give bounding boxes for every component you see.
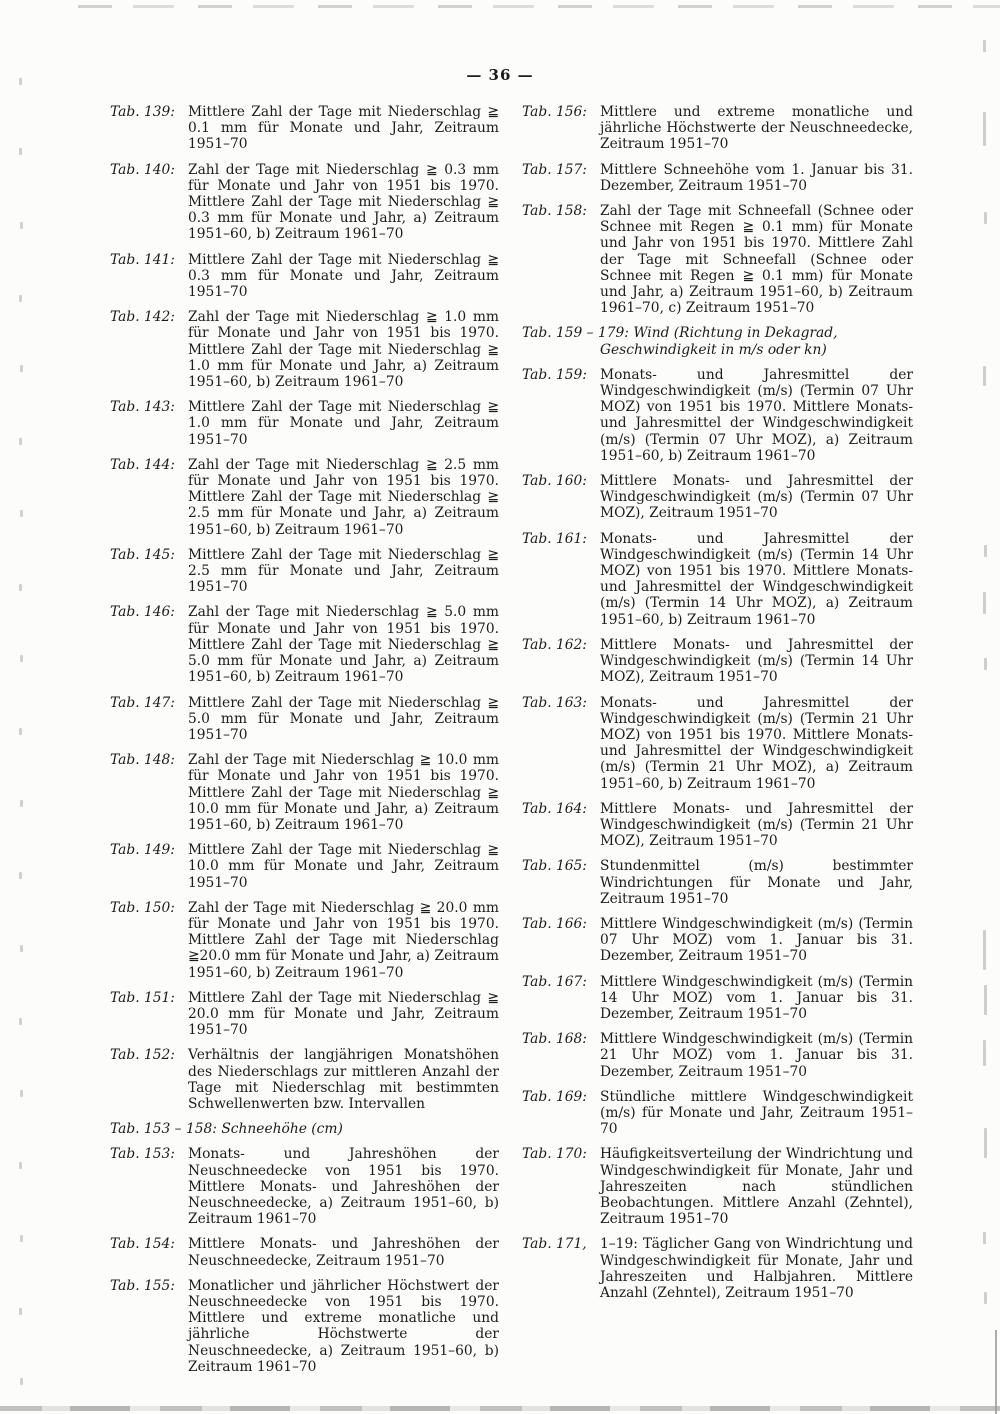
toc-entry [110,252,499,301]
toc-entry-text: Monats- und Jahreshöhen der Neuschneedecke von 1951 bis 1970. Mittlere Monats- und Jahreshöhen der Neuschneedecke, a) Zeitraum 1951–60, b) Zeitraum 1961–70 [188,1146,499,1228]
toc-entry-label: Tab. 171, [522,1236,587,1253]
toc-entry-label: Tab. 153 – 158: [110,1121,217,1138]
scan-artifact-speck [19,295,22,302]
toc-entry-label: Tab. 163: [522,694,587,711]
toc-entry-label: Tab. 167: [522,973,587,990]
toc-entry-label: Tab. 154: [110,1236,175,1253]
toc-entry [110,1278,499,1375]
toc-entry-label: Tab. 144: [110,456,175,473]
toc-column-right [522,104,913,1310]
toc-entry [110,990,499,1039]
toc-entry-label: Tab. 147: [110,694,175,711]
scan-artifact-smudge [983,112,986,146]
scan-artifact-bottom-edge [0,1406,1000,1411]
toc-entry-text: Monats- und Jahresmittel der Windgeschwindigkeit (m/s) (Termin 07 Uhr MOZ) von 1951 bis 1970. Mittlere Monats- und Jahresmittel der Windgeschwindigkeit (m/s) (Termin 07 Uhr MOZ), a) Zeitraum 1951–60, b) Zeitraum 1961–70 [600,366,913,464]
toc-entry [522,367,913,464]
scan-artifact-speck [19,438,22,445]
scan-artifact-speck [20,1235,23,1242]
toc-entry-text: Mittlere Zahl der Tage mit Niederschlag ≧ 5.0 mm für Monate und Jahr, Zeitraum 1951–70 [188,694,499,743]
toc-entry [110,1146,499,1227]
toc-entry-label: Tab. 164: [522,800,587,817]
scan-artifact-smudge [984,658,987,670]
toc-entry [522,974,913,1023]
toc-entry-label: Tab. 166: [522,915,587,932]
scan-artifact-right-line [995,1330,997,1414]
scan-artifact-speck [19,872,22,879]
toc-entry-label: Tab. 145: [110,546,175,563]
toc-entry-label: Tab. 159: [522,366,587,383]
scan-artifact-speck [19,1018,22,1025]
toc-entry-text: Mittlere Monats- und Jahresmittel der Windgeschwindigkeit (m/s) (Termin 14 Uhr MOZ), Zeitraum 1951–70 [600,636,913,686]
toc-entry [110,900,499,981]
toc-entry [522,695,913,792]
toc-entry-label: Tab. 153: [110,1146,175,1163]
scan-artifact-smudge [983,592,986,614]
toc-entry-text: Schneehöhe (cm) [221,1121,343,1138]
toc-entry-label: Tab. 152: [110,1047,175,1064]
toc-entry [522,104,913,153]
toc-entry-text: Mittlere Zahl der Tage mit Niederschlag ≧ 1.0 mm für Monate und Jahr, Zeitraum 1951–70 [188,399,499,448]
page-number: — 36 — [466,66,534,84]
scan-artifact-smudge [984,545,987,557]
scan-artifact-speck [20,945,23,952]
toc-entry-text: Mittlere Monats- und Jahreshöhen der Neuschneedecke, Zeitraum 1951–70 [188,1236,499,1269]
toc-entry [522,801,913,850]
toc-entry-text: Häufigkeitsverteilung der Windrichtung und Windgeschwindigkeit für Monate, Jahr und Jahreszeiten nach stündlichen Beobachtungen. Mittlere Anzahl (Zehntel), Zeitraum 1951–70 [600,1146,913,1228]
toc-entry-text: Zahl der Tage mit Niederschlag ≧ 0.3 mm für Monate und Jahr von 1951 bis 1970. Mittlere Zahl der Tage mit Niederschlag ≧ 0.3 mm für Monate und Jahr, a) Zeitraum 1951–60, b) Zeitraum 1961–70 [188,161,499,243]
toc-entry [110,842,499,891]
scan-artifact-speck [20,655,23,662]
scan-artifact-smudge [983,1040,986,1066]
toc-entry-text: Mittlere Monats- und Jahresmittel der Windgeschwindigkeit (m/s) (Termin 21 Uhr MOZ), Zeitraum 1951–70 [600,800,913,850]
toc-entry [110,309,499,390]
scan-artifact-speck [19,728,22,735]
toc-entry-text: Zahl der Tage mit Schneefall (Schnee oder Schnee mit Regen ≧ 0.1 mm) für Monate und Jahr von 1951 bis 1970. Mittlere Zahl der Tage mit Schneefall (Schnee oder Schnee mit Regen ≧ 0.1 mm) für Monate und Jahr, a) Zeitraum 1951–60, b) Zeitraum 1961–70, c) Zeitraum 1951–70 [600,203,913,317]
toc-entry-label: Tab. 146: [110,604,175,621]
toc-entry [110,1121,499,1137]
toc-entry-text: Stundenmittel (m/s) bestimmter Windrichtungen für Monate und Jahr, Zeitraum 1951–70 [600,858,913,907]
scan-artifact-speck [20,365,23,372]
toc-entry [522,531,913,628]
toc-entry [522,162,913,194]
scan-artifact-speck [20,510,23,517]
toc-entry-label: Tab. 170: [522,1146,587,1163]
toc-entry-text: Zahl der Tage mit Niederschlag ≧ 5.0 mm für Monate und Jahr von 1951 bis 1970. Mittlere Zahl der Tage mit Niederschlag ≧ 5.0 mm für Monate und Jahr, a) Zeitraum 1951–60, b) Zeitraum 1961–70 [188,604,499,686]
toc-entry-text: Zahl der Tage mit Niederschlag ≧ 2.5 mm für Monate und Jahr von 1951 bis 1970. Mittlere Zahl der Tage mit Niederschlag ≧ 2.5 mm für Monate und Jahr, a) Zeitraum 1951–60, b) Zeitraum 1961–70 [188,456,499,538]
scan-artifact-smudge [984,1128,987,1158]
toc-entry-text: Monatlicher und jährlicher Höchstwert der Neuschneedecke von 1951 bis 1970. Mittlere und extreme monatliche und jährliche Höchstwerte der Neuschneedecke, a) Zeitraum 1951–60, b) Zeitraum 1961–70 [188,1277,499,1375]
scan-artifact-speck [20,1378,23,1385]
toc-entry-label: Tab. 160: [522,473,587,490]
toc-entry [522,916,913,965]
toc-entry-text: Monats- und Jahresmittel der Windgeschwindigkeit (m/s) (Termin 21 Uhr MOZ) von 1951 bis 1970. Mittlere Monats- und Jahresmittel der Windgeschwindigkeit (m/s) (Termin 21 Uhr MOZ), a) Zeitraum 1951–60, b) Zeitraum 1961–70 [600,694,913,792]
scan-artifact-speck [20,1090,23,1097]
toc-entry-text: Mittlere Windgeschwindigkeit (m/s) (Termin 07 Uhr MOZ) vom 1. Januar bis 31. Dezember, Zeitraum 1951–70 [600,915,913,965]
toc-entry-label: Tab. 159 – 179: [522,325,629,342]
toc-entry-text: Zahl der Tage mit Niederschlag ≧ 20.0 mm für Monate und Jahr von 1951 bis 1970. Mittlere Zahl der Tage mit Niederschlag ≧20.0 mm für Monate und Jahr, a) Zeitraum 1951–60, b) Zeitraum 1961–70 [188,899,499,981]
toc-entry [110,1236,499,1268]
toc-entry-text: Zahl der Tage mit Niederschlag ≧ 10.0 mm für Monate und Jahr von 1951 bis 1970. Mittlere Zahl der Tage mit Niederschlag ≧ 10.0 mm für Monate und Jahr, a) Zeitraum 1951–60, b) Zeitraum 1961–70 [188,752,499,833]
toc-entry-text: Mittlere Windgeschwindigkeit (m/s) (Termin 14 Uhr MOZ) vom 1. Januar bis 31. Dezember, Zeitraum 1951–70 [600,973,913,1022]
toc-entry [522,473,913,522]
scan-artifact-smudge [983,1232,986,1244]
toc-entry-text: Wind (Richtung in Dekagrad, Geschwindigkeit in m/s oder kn) [600,325,838,358]
toc-entry-label: Tab. 140: [110,161,175,178]
toc-entry-label: Tab. 157: [522,161,587,178]
toc-entry-label: Tab. 168: [522,1031,587,1048]
scan-artifact-speck [19,148,22,155]
toc-entry-label: Tab. 165: [522,858,587,875]
toc-entry [522,1146,913,1227]
toc-entry-text: Mittlere und extreme monatliche und jährliche Höchstwerte der Neuschneedecke, Zeitraum 1951–70 [600,104,913,153]
toc-entry [110,457,499,538]
toc-entry-text: Mittlere Zahl der Tage mit Niederschlag ≧ 2.5 mm für Monate und Jahr, Zeitraum 1951–70 [188,546,499,596]
toc-entry [522,1031,913,1080]
toc-entry [522,203,913,316]
toc-entry-label: Tab. 155: [110,1277,175,1294]
toc-entry-text: Mittlere Monats- und Jahresmittel der Windgeschwindigkeit (m/s) (Termin 07 Uhr MOZ), Zeitraum 1951–70 [600,473,913,522]
toc-entry [110,695,499,744]
toc-entry-text: Stündliche mittlere Windgeschwindigkeit (m/s) für Monate und Jahr, Zeitraum 1951–70 [600,1088,913,1138]
toc-entry-text: Mittlere Schneehöhe vom 1. Januar bis 31. Dezember, Zeitraum 1951–70 [600,161,913,194]
toc-entry-text: Verhältnis der langjährigen Monatshöhen des Niederschlags zur mittleren Anzahl der Tage mit Niederschlag mit bestimmten Schwellenwerten bzw. Intervallen [188,1047,499,1112]
toc-entry-label: Tab. 150: [110,899,175,916]
scan-artifact-smudge [983,930,986,970]
toc-entry-label: Tab. 142: [110,309,175,326]
toc-entry-text: Mittlere Zahl der Tage mit Niederschlag ≧ 0.3 mm für Monate und Jahr, Zeitraum 1951–70 [188,251,499,301]
toc-entry-label: Tab. 162: [522,636,587,653]
toc-entry-text: Mittlere Zahl der Tage mit Niederschlag ≧ 20.0 mm für Monate und Jahr, Zeitraum 1951–70 [188,989,499,1039]
toc-entry [110,547,499,596]
toc-entry-text: Mittlere Zahl der Tage mit Niederschlag ≧ 0.1 mm für Monate und Jahr, Zeitraum 1951–70 [188,104,499,153]
toc-entry [522,1236,913,1301]
scan-artifact-speck [19,1308,22,1315]
toc-entry [522,325,913,357]
toc-column-left [110,104,499,1384]
scan-artifact-smudge [984,985,987,1015]
toc-entry-text: 1–19: Täglicher Gang von Windrichtung und Windgeschwindigkeit für Monate, Jahr und Jahreszeiten und Halbjahren. Mittlere Anzahl (Zehntel), Zeitraum 1951–70 [600,1236,913,1301]
scan-artifact-speck [19,1162,22,1169]
scan-artifact-speck [20,800,23,807]
scan-artifact-speck [19,584,22,591]
scan-artifact-smudge [984,212,987,224]
toc-entry-label: Tab. 161: [522,530,587,547]
toc-entry-label: Tab. 141: [110,251,175,268]
toc-entry [110,162,499,243]
toc-entry [110,399,499,448]
toc-entry-label: Tab. 149: [110,842,175,859]
scan-artifact-smudge [984,1292,987,1304]
scan-artifact-smudge [983,40,986,52]
scan-artifact-speck [20,222,23,229]
scan-artifact-top-edge [78,5,1000,8]
toc-entry [522,1089,913,1138]
toc-entry [110,752,499,833]
toc-entry-text: Mittlere Windgeschwindigkeit (m/s) (Termin 21 Uhr MOZ) vom 1. Januar bis 31. Dezember, Zeitraum 1951–70 [600,1031,913,1080]
toc-entry-label: Tab. 169: [522,1088,587,1105]
toc-entry [522,637,913,686]
toc-entry-label: Tab. 158: [522,203,587,220]
toc-entry [522,858,913,907]
scan-artifact-smudge [983,366,986,386]
toc-entry-label: Tab. 143: [110,399,175,416]
toc-entry-label: Tab. 139: [110,104,175,120]
toc-entry-text: Mittlere Zahl der Tage mit Niederschlag ≧ 10.0 mm für Monate und Jahr, Zeitraum 1951–70 [188,842,499,891]
toc-entry-text: Monats- und Jahresmittel der Windgeschwindigkeit (m/s) (Termin 14 Uhr MOZ) von 1951 bis 1970. Mittlere Monats- und Jahresmittel der Windgeschwindigkeit (m/s) (Termin 14 Uhr MOZ), a) Zeitraum 1951–60, b) Zeitraum 1961–70 [600,530,913,628]
toc-entry [110,104,499,153]
toc-entry [110,604,499,685]
toc-entry [110,1047,499,1112]
toc-entry-text: Zahl der Tage mit Niederschlag ≧ 1.0 mm für Monate und Jahr von 1951 bis 1970. Mittlere Zahl der Tage mit Niederschlag ≧ 1.0 mm für Monate und Jahr, a) Zeitraum 1951–60, b) Zeitraum 1961–70 [188,309,499,391]
toc-entry-label: Tab. 148: [110,752,175,769]
toc-entry-label: Tab. 151: [110,989,175,1006]
toc-entry-label: Tab. 156: [522,104,587,120]
